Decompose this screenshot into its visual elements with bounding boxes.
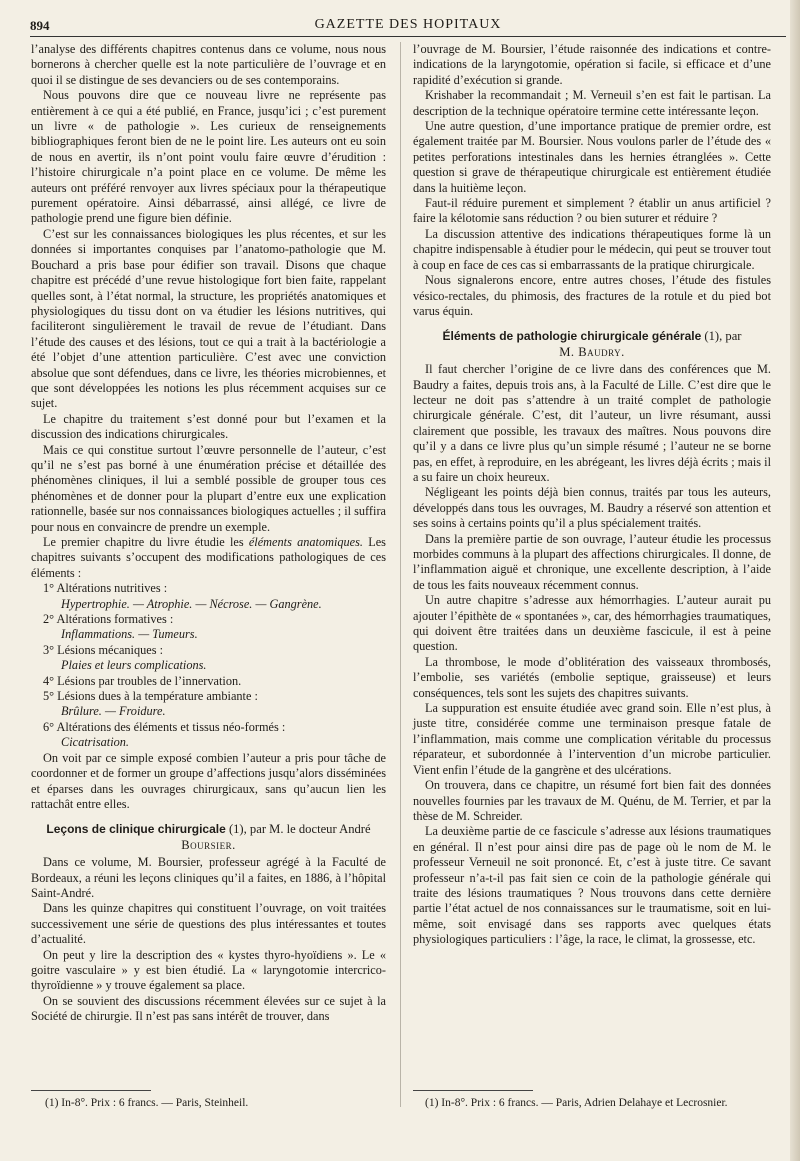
section-author: M. Baudry. (559, 344, 625, 359)
footnote-rule (413, 1090, 533, 1091)
paragraph: Négligeant les points déjà bien connus, traités par tous les auteurs, développés dans tous les ouvrages, M. Baudry a réservé son attention et ses soins à certains points qu’il a plus spécialement traités. (413, 485, 771, 531)
paragraph: La thrombose, le mode d’oblitération des vaisseaux thrombosés, l’embolie, ses variétés (embolie septique, graisseuse) et leurs conséquences, tels sont les sujets des chapitres suivants. (413, 654, 771, 700)
section-citation: (1), par (701, 329, 742, 344)
footnote-rule (31, 1090, 151, 1091)
right-column (413, 42, 771, 948)
section-citation: (1), par M. le docteur André (225, 822, 371, 837)
page-number: 894 (30, 18, 50, 33)
text-run: Les chapitres suivants s’occupent des modifications pathologiques de ces éléments : (31, 535, 386, 580)
section-title: Leçons de clinique chirurgicale (46, 822, 226, 837)
section-heading (413, 329, 771, 360)
paragraph: On voit par ce simple exposé combien l’auteur a pris pour tâche de coordonner et de former un groupe d’affections jusqu’alors disséminées et éparses dans les ouvrages chirurgicaux, sans qu’aucun lien les rattachât entre elles. (31, 750, 386, 811)
paragraph: Dans ce volume, M. Boursier, professeur agrégé à la Faculté de Bordeaux, a réuni les leçons cliniques qu’il a faites, en 1886, à l’hôpital Saint-André. (31, 855, 386, 900)
list-item: 2° Altérations formatives : (43, 612, 174, 627)
paragraph: On trouvera, dans ce chapitre, un résumé fort bien fait des données nouvelles fournies par les travaux de M. Quénu, de M. Terrier, et par la thèse de M. Schreider. (413, 778, 771, 823)
paragraph: La suppuration est ensuite étudiée avec grand soin. Elle n’est plus, à juste titre, considérée comme une terminaison presque fatale de l’inflammation, mais comme une complication véritable du processus réparateur, et subordonnée à l’intervention d’un microbe particulier. Vient enfin l’étude de la gangrène et des ulcérations. (413, 701, 771, 777)
paragraph: Il faut chercher l’origine de ce livre dans des conférences que M. Baudry a faites, depuis trois ans, à la Faculté de Lille. C’est dire que le lecteur ne doit pas s’attendre à un traité complet de pathologie chirurgicale générale. C’est, dit l’auteur, un livre résumant, aussi clairement que possible, les travaux des maîtres. Nous pouvons dire qu’il y a dans ce livre plus qu’un simple résumé ; l’auteur ne se borne pas, en effet, à reproduire, en les abrégeant, les livres déjà écrits ; mais il a su faire un choix heureux. (413, 362, 771, 484)
paragraph: Le chapitre du traitement s’est donné pour but l’examen et la discussion des indications chirurgicales. (31, 411, 386, 442)
text-run: Le premier chapitre du livre étudie les (43, 535, 249, 549)
page-edge (790, 0, 800, 1161)
list-item: 4° Lésions par troubles de l’innervation. (43, 673, 242, 688)
paragraph: l’ouvrage de M. Boursier, l’étude raisonnée des indications et contre-indications de la laryngotomie, opération si facile, si efficace et d’une rapidité d’exécution si grande. (413, 42, 771, 87)
paragraph: La deuxième partie de ce fascicule s’adresse aux lésions traumatiques en général. Il n’est pour ainsi dire pas de page où le nom de M. le professeur Verneuil ne soit prononcé. Et, c’est à juste titre. Ce savant professeur n’a-t-il pas fait sien ce coin de la pathologie générale qui traite des lésions traumatiques ? Nous trouvons dans cette dernière partie l’état actuel de nos connaissances sur le traumatisme, soit en lui-même, soit envisagé dans ses rapports avec quelques états physiologiques particuliers : l’âge, la race, le climat, la grossesse, etc. (413, 824, 771, 947)
section-heading (31, 822, 386, 853)
section-title: Éléments de pathologie chirurgicale générale (442, 329, 702, 344)
footnote: (1) In-8°. Prix : 6 francs. — Paris, Steinheil. (45, 1097, 249, 1109)
column-divider (400, 42, 401, 1107)
paragraph: On peut y lire la description des « kystes thyro-hyoïdiens ». Le « goitre vasculaire » y est bien étudié. La « laryngotomie intercrico-thyroïdienne » y trouve également sa place. (31, 947, 386, 993)
list-subitem: Brûlure. — Froidure. (61, 704, 166, 719)
list-item: 1° Altérations nutritives : (43, 581, 168, 596)
emphasis: éléments anatomiques. (248, 535, 363, 549)
paragraph: Nous pouvons dire que ce nouveau livre ne représente pas entièrement à ce qui a été publié, en France, jusqu’ici ; c’est purement un livre « de pathologie ». Les curieux de renseignements bibliographiques feront bien de ne le point lire. Les auteurs ont eu soin de nous en avertir, ils n’ont point voulu faire œuvre d’érudition : l’histoire chirurgicale n’a point place en ce volume. De même les auteurs ont préféré renvoyer aux livres spéciaux pour la thérapeutique purement opératoire. Ainsi débarrassé, ainsi allégé, ce livre de pathologie prend une figure bien définie. (31, 88, 386, 226)
list-subitem: Plaies et leurs complications. (61, 658, 207, 673)
list-item: 5° Lésions dues à la température ambiante : (43, 689, 258, 704)
list-subitem: Inflammations. — Tumeurs. (61, 627, 198, 642)
paragraph: C’est sur les connaissances biologiques les plus récentes, et sur les données si importantes conquises par l’anatomo-pathologie que M. Bouchard a pris base pour édifier son travail. Disons que chaque chapitre est précédé d’une revue histologique fort bien faite, rappelant quelles sont, à l’état normal, la structure, les propriétés anatomiques et physiologiques du tissu dont on va étudier les lésions nutritives, qui faciliteront singulièrement le travail de revue de l’étudiant. Dans l’étude des causes et des lésions, tout ce qui a trait à la bactériologie a été l’objet d’une attention particulière. C’est avec une conviction absolue que sont défendues, dans ce livre, les théories microbiennes, et que sont développées les notions les plus récemment acquises sur ce sujet. (31, 226, 386, 411)
paragraph (31, 535, 386, 581)
list-subitem: Cicatrisation. (61, 735, 129, 750)
list-item: 3° Lésions mécaniques : (43, 642, 164, 657)
page-header (30, 14, 786, 37)
list-subitem: Hypertrophie. — Atrophie. — Nécrose. — Gangrène. (61, 596, 322, 611)
paragraph: Un autre chapitre s’adresse aux hémorrhagies. L’auteur aurait pu ajouter l’épithète de « spontanées », car, des hémorrhagies traumatiques, qui doivent être traitées dans un deuxième fascicule, il est à peine question. (413, 593, 771, 654)
paragraph: Krishaber la recommandait ; M. Verneuil s’en est fait le partisan. La description de la technique opératoire termine cette intéressante leçon. (413, 88, 771, 118)
paragraph: Nous signalerons encore, entre autres choses, l’étude des fistules vésico-rectales, du phimosis, des fractures de la rotule et du pied bot varus équin. (413, 273, 771, 318)
paragraph: La discussion attentive des indications thérapeutiques forme là un chapitre indispensable à étudier pour le médecin, qui peut se trouver tout à coup en face de ces cas si embarrassants de la pratique chirurgicale. (413, 226, 771, 272)
paragraph: Dans les quinze chapitres qui constituent l’ouvrage, on voit traitées successivement une série de questions des plus intéressantes et toutes d’actualité. (31, 901, 386, 947)
paragraph: Faut-il réduire purement et simplement ? établir un anus artificiel ? faire la kélotomie sans réduction ? ou bien suturer et réduire ? (413, 196, 771, 226)
paragraph: Dans la première partie de son ouvrage, l’auteur étudie les processus morbides communs à la plupart des affections chirurgicales. Il donne, de l’inflammation aiguë et chronique, une excellente description, à l’aide de tous les faits nouveaux récemment connus. (413, 531, 771, 592)
paragraph: On se souvient des discussions récemment élevées sur ce sujet à la Société de chirurgie. Il n’est pas sans intérêt de trouver, dans (31, 993, 386, 1024)
section-author: Boursier. (181, 837, 236, 852)
list-item: 6° Altérations des éléments et tissus néo-formés : (43, 719, 286, 734)
journal-title: GAZETTE DES HOPITAUX (314, 17, 502, 32)
paragraph: Mais ce qui constitue surtout l’œuvre personnelle de l’auteur, c’est qu’il ne s’est pas borné à une énumération précise et détaillée des phénomènes cliniques, il lui a semblé possible de grouper tous ces phénomènes et de donner pour la plupart d’entre eux une explication rationnelle, basée sur nos connaissances biologiques actuelles ; il suffira pour nous en convaincre de prendre un exemple. (31, 442, 386, 534)
paragraph: l’analyse des différents chapitres contenus dans ce volume, nous nous bornerons à chercher quelle est la note particulière de l’ouvrage et en quoi il se distingue de ses devanciers ou de ses contemporains. (31, 42, 386, 87)
left-column (31, 42, 386, 1025)
paragraph: Une autre question, d’une importance pratique de premier ordre, est également traitée par M. Boursier. Nous voulons parler de l’étude des « petites perforations intestinales dans les hernies étranglées ». Cette question si grave de thérapeutique chirurgicale est entièrement étudiée dans la huitième leçon. (413, 119, 771, 195)
footnote: (1) In-8°. Prix : 6 francs. — Paris, Adrien Delahaye et Lecrosnier. (425, 1097, 728, 1109)
